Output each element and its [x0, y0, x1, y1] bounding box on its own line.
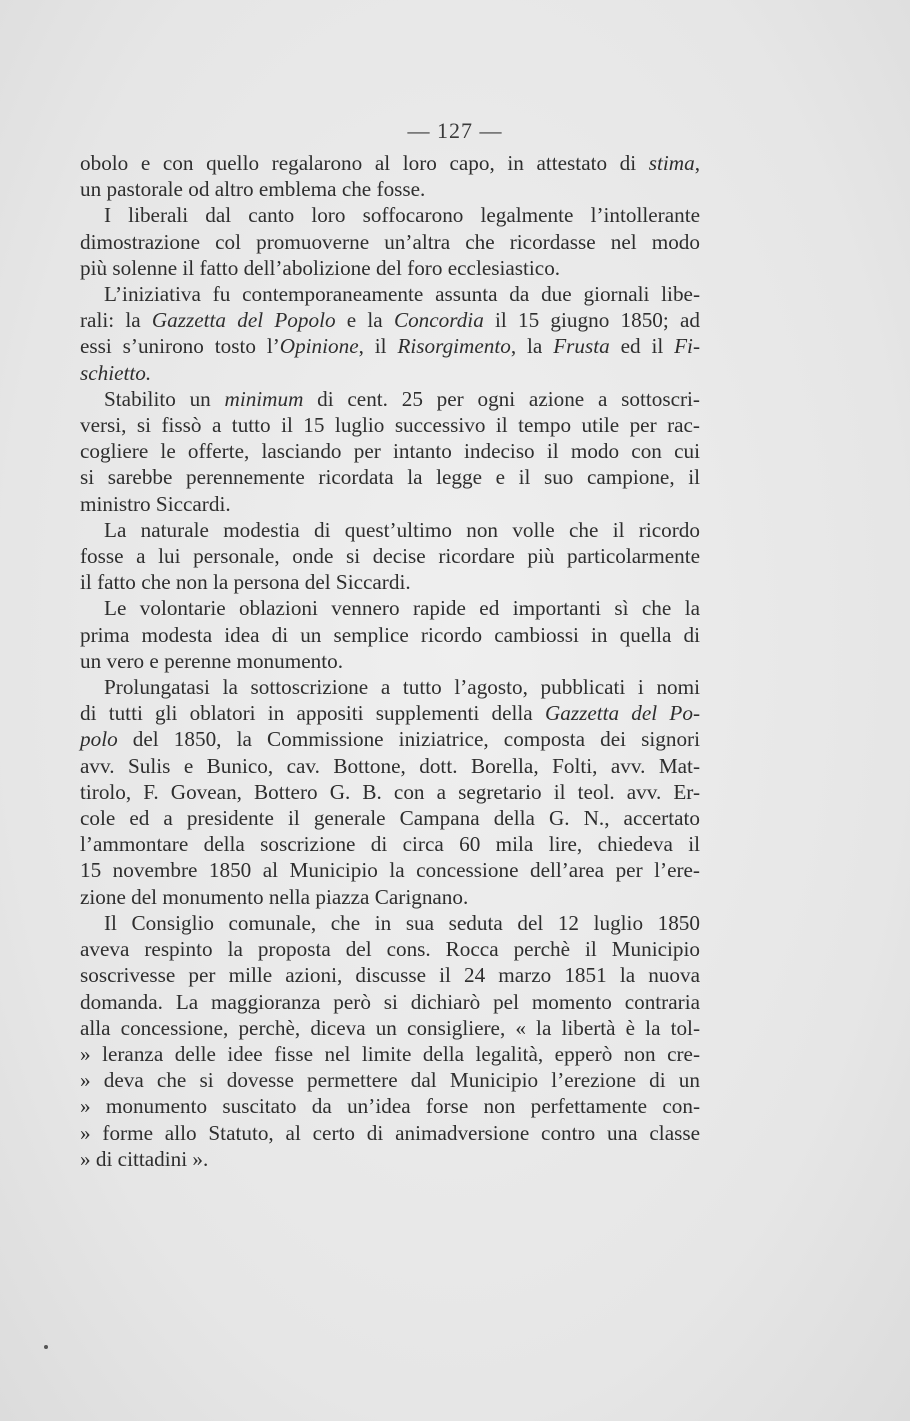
- text-line: Stabilito un minimum di cent. 25 per ogni azione a sottoscri-: [104, 386, 700, 411]
- text-line: avv. Sulis e Bunico, cav. Bottone, dott. Borella, Folti, avv. Mat-: [80, 753, 700, 778]
- text-line: I liberali dal canto loro soffocarono legalmente l’intollerante: [104, 203, 700, 228]
- body-text: [80, 150, 700, 1172]
- text-line: dimostrazione col promuoverne un’altra che ricordasse nel modo: [80, 229, 700, 254]
- text-line: un pastorale od altro emblema che fosse.: [80, 177, 426, 202]
- text-line: di tutti gli oblatori in appositi supplementi della Gazzetta del Po-: [80, 701, 701, 726]
- text-line: » deva che si dovesse permettere dal Municipio l’erezione di un: [80, 1068, 700, 1093]
- text-line: Prolungatasi la sottoscrizione a tutto l’agosto, pubblicati i nomi: [104, 675, 700, 700]
- text-line: » di cittadini ».: [80, 1146, 209, 1171]
- text-line: » monumento suscitato da un’idea forse non perfettamente con-: [80, 1094, 700, 1119]
- text-line: alla concessione, perchè, diceva un consigliere, « la libertà è la tol-: [80, 1015, 700, 1040]
- text-line: zione del monumento nella piazza Carignano.: [80, 884, 469, 909]
- text-line: un vero e perenne monumento.: [80, 648, 343, 673]
- text-line: rali: la Gazzetta del Popolo e la Concordia il 15 giugno 1850; ad: [80, 308, 700, 333]
- text-line: » forme allo Statuto, al certo di animadversione contro una classe: [80, 1120, 700, 1145]
- text-line: più solenne il fatto dell’abolizione del foro ecclesiastico.: [80, 255, 561, 280]
- text-line: polo del 1850, la Commissione iniziatrice, composta dei signori: [80, 727, 700, 752]
- text-line: schietto.: [80, 360, 152, 385]
- ink-speck: [44, 1345, 48, 1349]
- text-line: Le volontarie oblazioni vennero rapide ed importanti sì che la: [104, 596, 700, 621]
- text-line: aveva respinto la proposta del cons. Rocca perchè il Municipio: [80, 937, 700, 962]
- text-line: domanda. La maggioranza però si dichiarò pel momento contraria: [80, 989, 700, 1014]
- text-line: si sarebbe perennemente ricordata la legge e il suo campione, il: [80, 465, 700, 490]
- text-line: essi s’unirono tosto l’Opinione, il Risorgimento, la Frusta ed il Fi-: [80, 334, 700, 359]
- text-line: L’iniziativa fu contemporaneamente assunta da due giornali libe-: [104, 282, 700, 307]
- text-line: fosse a lui personale, onde si decise ricordare più particolarmente: [80, 544, 700, 569]
- text-line: Il Consiglio comunale, che in sua seduta del 12 luglio 1850: [104, 910, 700, 935]
- text-line: tirolo, F. Govean, Bottero G. B. con a segretario il teol. avv. Er-: [80, 779, 700, 804]
- text-line: ministro Siccardi.: [80, 491, 231, 516]
- text-line: La naturale modestia di quest’ultimo non volle che il ricordo: [104, 517, 700, 542]
- text-line: 15 novembre 1850 al Municipio la concessione dell’area per l’ere-: [80, 858, 700, 883]
- text-line: prima modesta idea di un semplice ricordo cambiossi in quella di: [80, 622, 700, 647]
- text-line: cole ed a presidente il generale Campana della G. N., accertato: [80, 806, 700, 831]
- text-line: » leranza delle idee fisse nel limite della legalità, epperò non cre-: [80, 1041, 700, 1066]
- text-line: cogliere le offerte, lasciando per intanto indeciso il modo con cui: [80, 439, 700, 464]
- page-number: — 127 —: [407, 118, 503, 143]
- text-line: il fatto che non la persona del Siccardi.: [80, 570, 411, 595]
- text-line: versi, si fissò a tutto il 15 luglio successivo il tempo utile per rac-: [80, 413, 700, 438]
- text-line: obolo e con quello regalarono al loro capo, in attestato di stima,: [80, 151, 700, 175]
- text-line: l’ammontare della soscrizione di circa 60 mila lire, chiedeva il: [80, 832, 700, 857]
- text-line: soscrivesse per mille azioni, discusse il 24 marzo 1851 la nuova: [80, 963, 700, 988]
